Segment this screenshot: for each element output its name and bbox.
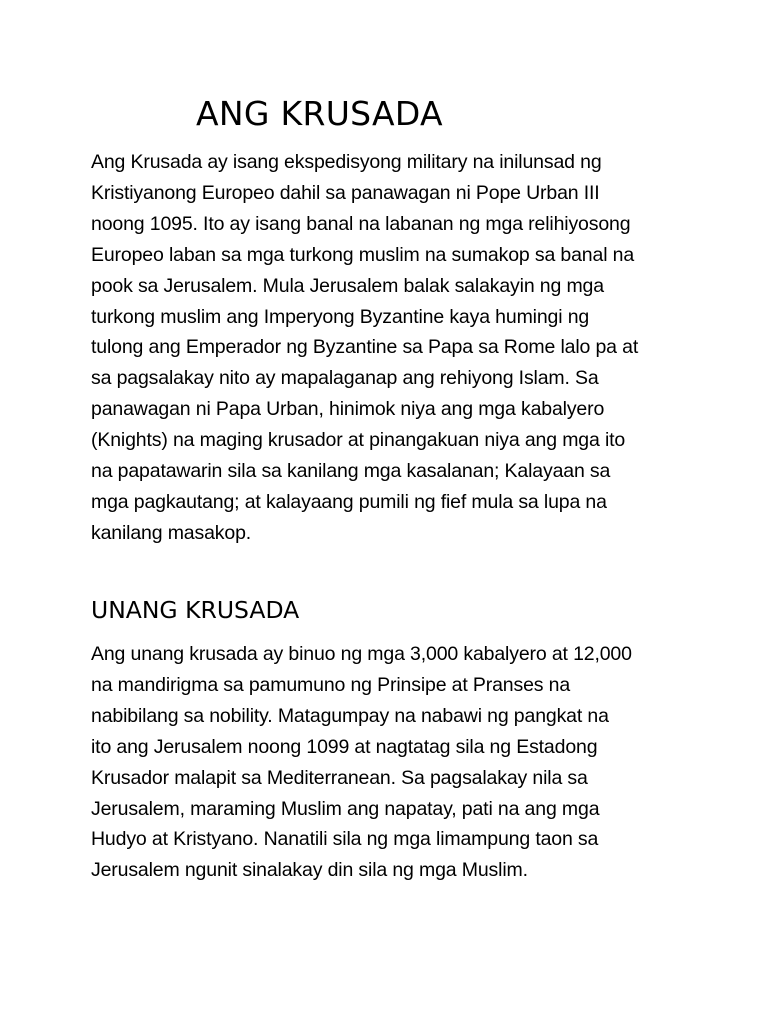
paragraph-line: noong 1095. Ito ay isang banal na labanan ng mga relihiyosong	[91, 212, 631, 235]
paragraph-line: Europeo laban sa mga turkong muslim na sumakop sa banal na	[91, 243, 635, 266]
section-paragraph	[91, 639, 681, 886]
page-title: ANG KRUSADA	[196, 94, 443, 133]
paragraph-line: (Knights) na maging krusador at pinangakuan niya ang mga ito	[91, 429, 626, 452]
paragraph-line: Hudyo at Kristyano. Nanatili sila ng mga limampung taon sa	[91, 828, 599, 851]
paragraph-line: sa pagsalakay nito ay mapalaganap ang rehiyong Islam. Sa	[91, 367, 599, 390]
section-heading: UNANG KRUSADA	[91, 596, 300, 624]
paragraph-line: mga pagkautang; at kalayaang pumili ng fief mula sa lupa na	[91, 490, 607, 513]
paragraph-line: ito ang Jerusalem noong 1099 at nagtatag sila ng Estadong	[91, 735, 598, 758]
intro-paragraph	[91, 147, 681, 549]
paragraph-line: tulong ang Emperador ng Byzantine sa Papa sa Rome lalo pa at	[91, 336, 639, 359]
paragraph-line: kanilang masakop.	[91, 521, 252, 544]
paragraph-line: na papatawarin sila sa kanilang mga kasalanan; Kalayaan sa	[91, 460, 611, 483]
paragraph-line: Jerusalem ngunit sinalakay din sila ng mga Muslim.	[91, 859, 528, 882]
paragraph-line: panawagan ni Papa Urban, hinimok niya ang mga kabalyero	[91, 398, 605, 421]
paragraph-line: Ang Krusada ay isang ekspedisyong military na inilunsad ng	[91, 151, 602, 173]
paragraph-line: Krusador malapit sa Mediterranean. Sa pagsalakay nila sa	[91, 766, 588, 789]
paragraph-line: Kristiyanong Europeo dahil sa panawagan ni Pope Urban III	[91, 181, 600, 204]
paragraph-line: turkong muslim ang Imperyong Byzantine kaya humingi ng	[91, 305, 590, 328]
paragraph-line: na mandirigma sa pamumuno ng Prinsipe at Pranses na	[91, 673, 571, 696]
paragraph-line: pook sa Jerusalem. Mula Jerusalem balak salakayin ng mga	[91, 274, 604, 297]
paragraph-line: Ang unang krusada ay binuo ng mga 3,000 kabalyero at 12,000	[91, 643, 632, 665]
paragraph-line: Jerusalem, maraming Muslim ang napatay, pati na ang mga	[91, 797, 600, 820]
paragraph-line: nabibilang sa nobility. Matagumpay na nabawi ng pangkat na	[91, 704, 609, 727]
